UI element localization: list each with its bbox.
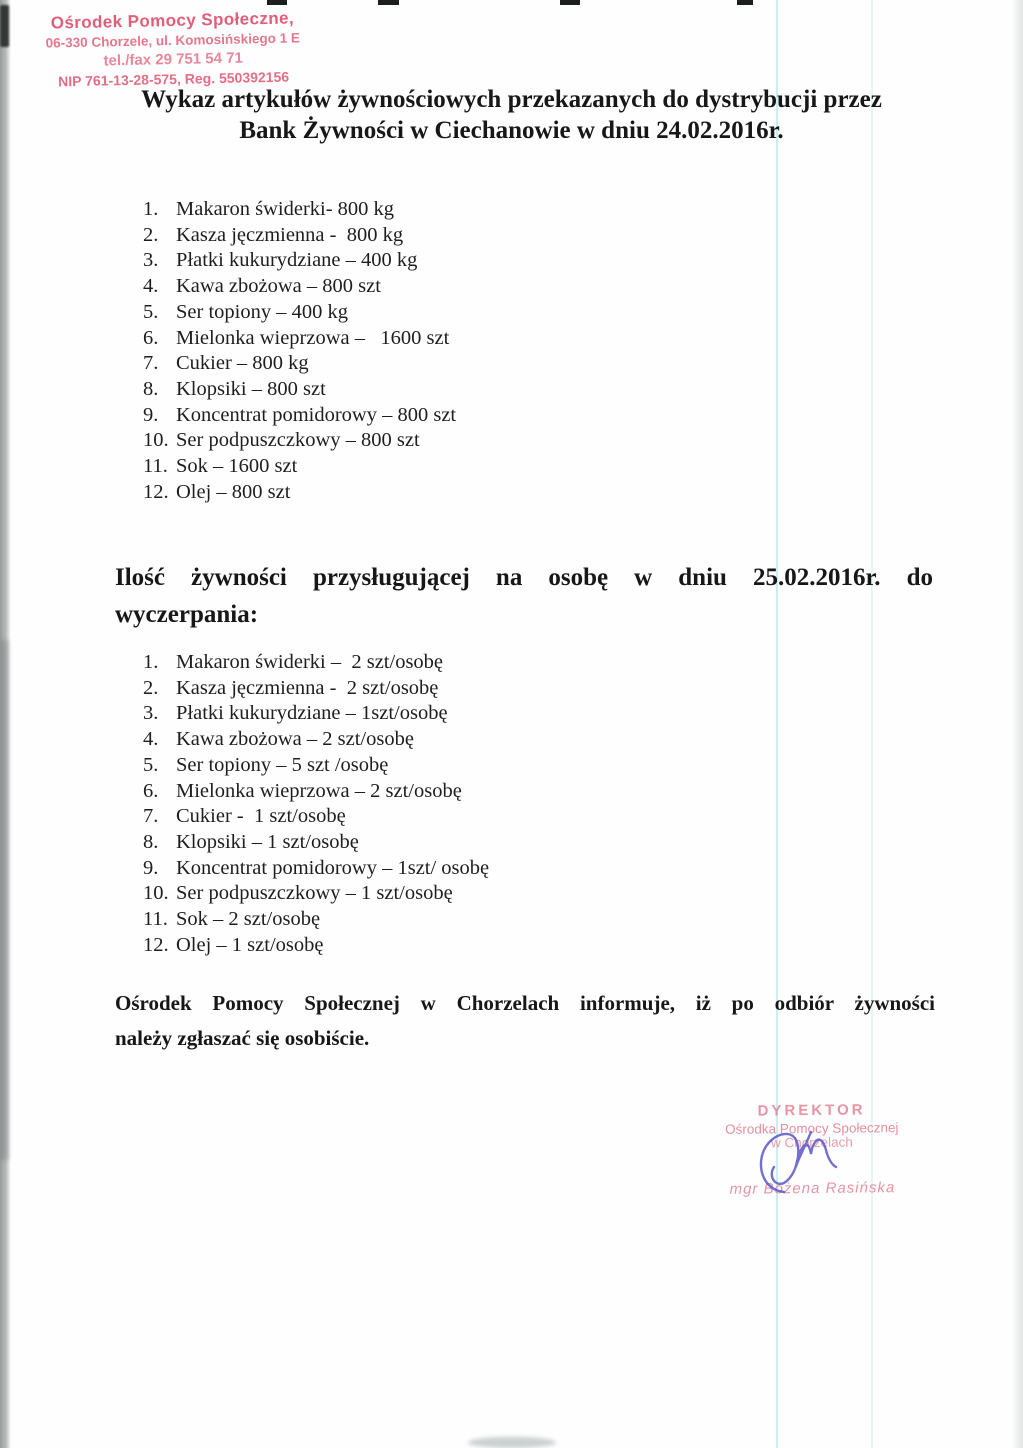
list-item [143,650,489,676]
list-item-text: Koncentrat pomidorowy – 800 szt [176,403,457,426]
list-item-number: 10. [143,429,169,452]
list-item-number: 6. [143,326,159,349]
list-item [143,428,456,454]
list-item [143,454,456,480]
list-item [143,753,489,779]
list-item-text: Olej – 800 szt [176,480,291,503]
list-item-number: 1. [143,198,159,220]
distribution-list [143,197,456,505]
office-stamp-nip: NIP 761-13-28-575, Reg. 550392156 [58,68,290,90]
scan-top-mark [267,0,287,5]
list-item [143,881,489,907]
scan-top-mark [378,0,399,5]
list-item-number: 3. [143,702,159,725]
list-item [143,701,489,727]
scan-right-edge [1011,0,1023,1448]
list-item-number: 6. [143,779,159,802]
director-stamp-title: DYREKTOR [757,1101,866,1120]
list-item-text: Kasza jęczmienna - 800 kg [176,223,404,246]
list-item-number: 4. [143,728,159,751]
list-item-text: Sok – 2 szt/osobę [176,908,321,931]
list-item-text: Ser podpuszczkowy – 800 szt [176,429,420,452]
list-item [143,804,489,830]
scan-top-mark [560,0,580,5]
list-item-number: 7. [143,352,159,375]
office-stamp [37,7,309,91]
handwritten-signature [740,1118,890,1203]
list-item [143,830,489,856]
list-item-text: Ser topiony – 5 szt /osobę [176,753,389,776]
notice-line2: należy zgłaszać się osobiście. [115,1026,370,1050]
list-item [143,326,456,352]
list-item-text: Koncentrat pomidorowy – 1szt/ osobę [176,856,490,879]
document-title [50,84,973,146]
list-item-text: Makaron świderki- 800 kg [176,198,395,220]
list-item-number: 4. [143,275,159,298]
list-item [143,480,456,506]
office-stamp-address: 06-330 Chorzele, ul. Komosińskiego 1 E [45,30,301,52]
list-item [143,856,489,882]
list-item [143,779,489,805]
list-item-number: 1. [143,651,159,673]
list-item-text: Mielonka wieprzowa – 2 szt/osobę [176,779,462,802]
signature-ink-icon [740,1118,890,1203]
office-stamp-phone: tel./fax 29 751 54 71 [103,49,244,70]
scan-cyan-line [871,0,873,1448]
list-item-text: Cukier – 800 kg [176,352,309,375]
list-item-text: Makaron świderki – 2 szt/osobę [176,651,444,673]
list-item-number: 10. [143,882,169,905]
list-item-text: Sok – 1600 szt [176,455,298,478]
list-item-number: 8. [143,830,159,853]
director-stamp-name: mgr Bożena Rasińska [729,1179,896,1199]
list-item-number: 11. [143,455,168,478]
list-item-text: Kawa zbożowa – 800 szt [176,275,381,298]
list-item [143,351,456,377]
list-item [143,933,489,959]
list-item-number: 8. [143,377,159,400]
scan-left-edge-shade [0,640,9,1160]
scan-left-edge-dark-mark [0,5,9,47]
list-item-text: Płatki kukurydziane – 1szt/osobę [176,702,448,725]
scan-top-mark [737,0,753,5]
list-item-number: 12. [143,933,169,956]
list-item [143,676,489,702]
scan-cyan-line [776,0,778,1448]
list-item [143,248,456,274]
director-stamp-place: w Chorzelach [770,1134,853,1151]
list-item-number: 7. [143,805,159,828]
list-item-number: 2. [143,676,159,699]
notice-paragraph [115,986,935,1056]
document-title-line2: Bank Żywności w Ciechanowie w dniu 24.02.2016r. [239,117,784,144]
document-title-line1: Wykaz artykułów żywnościowych przekazanych do dystrybucji przez [141,86,882,113]
list-item [143,223,456,249]
office-stamp-name: Ośrodek Pomocy Społeczne, [50,8,295,33]
list-item [143,403,456,429]
list-item [143,300,456,326]
list-item-number: 5. [143,753,159,776]
list-item-number: 9. [143,856,159,879]
list-item-number: 3. [143,249,159,272]
list-item-text: Ser podpuszczkowy – 1 szt/osobę [176,882,453,905]
list-item [143,274,456,300]
list-item [143,197,456,223]
list-item-text: Kawa zbożowa – 2 szt/osobę [176,728,414,751]
list-item-number: 5. [143,300,159,323]
scan-bottom-smudge [468,1437,556,1448]
list-item-text: Klopsiki – 1 szt/osobę [176,830,359,853]
allocation-list [143,650,489,958]
list-item [143,727,489,753]
list-item-text: Olej – 1 szt/osobę [176,933,324,956]
list-item-text: Cukier - 1 szt/osobę [176,805,346,828]
list-item-number: 11. [143,908,168,931]
list-item-text: Płatki kukurydziane – 400 kg [176,249,418,272]
list-item-number: 9. [143,403,159,426]
notice-line1: Ośrodek Pomocy Społecznej w Chorzelach informuje, iż po odbiór żywności [115,991,935,1015]
list-item [143,907,489,933]
allocation-heading-line1: Ilość żywności przysługującej na osobę w dniu 25.02.2016r. do [115,564,933,591]
list-item-text: Klopsiki – 800 szt [176,377,326,400]
list-item-number: 2. [143,223,159,246]
director-stamp-org: Ośrodka Pomocy Społecznej [725,1119,899,1137]
allocation-heading [115,559,933,633]
list-item [143,377,456,403]
list-item-number: 12. [143,480,169,503]
list-item-text: Ser topiony – 400 kg [176,300,348,323]
list-item-text: Kasza jęczmienna - 2 szt/osobę [176,676,439,699]
list-item-text: Mielonka wieprzowa – 1600 szt [176,326,450,349]
allocation-heading-line2: wyczerpania: [115,601,259,628]
